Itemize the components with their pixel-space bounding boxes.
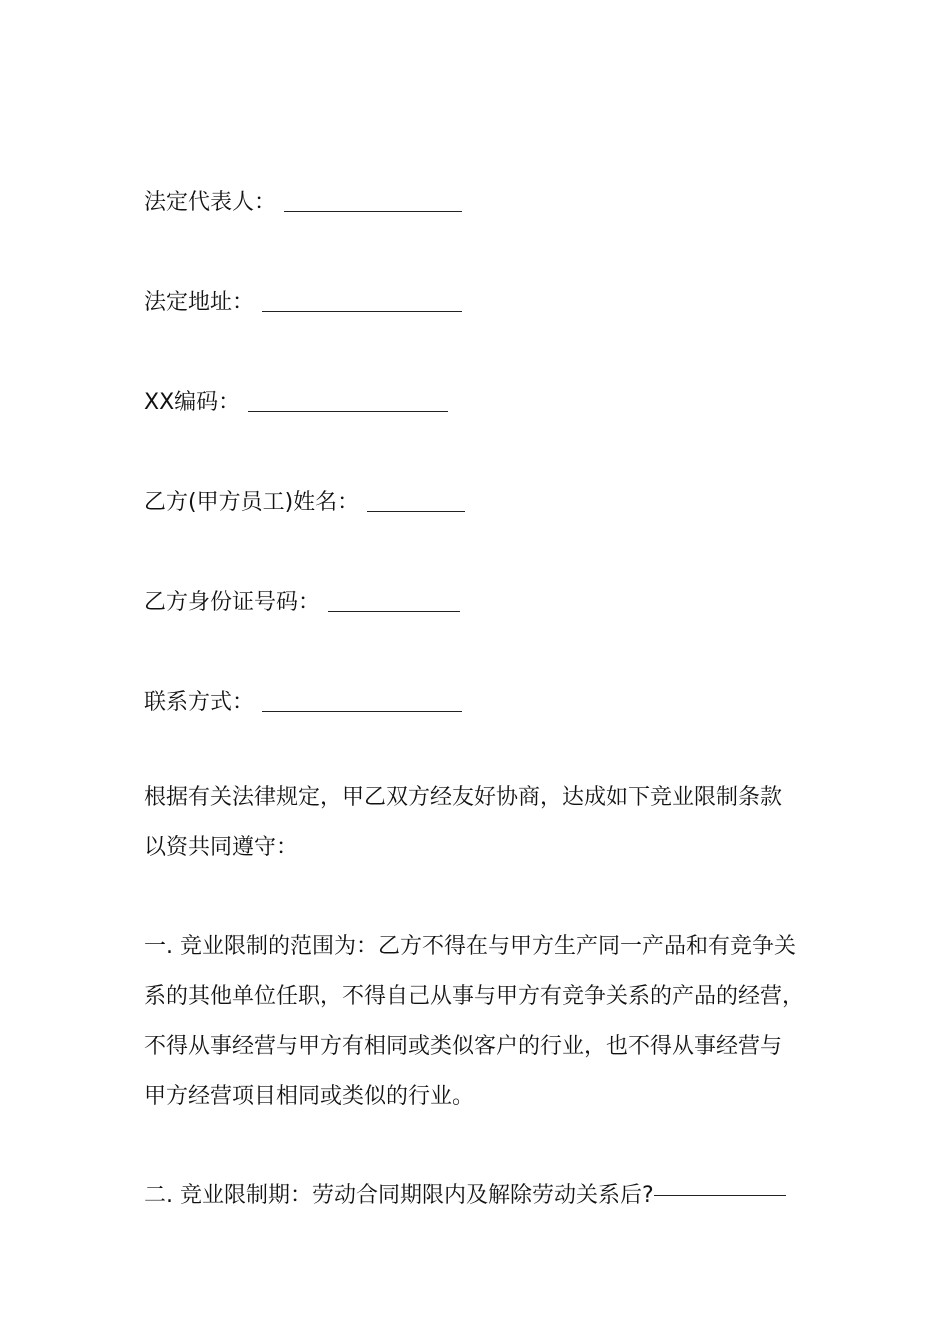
legal-address-blank[interactable]: [262, 310, 462, 312]
legal-address-field: [144, 278, 462, 318]
restriction-period-blank[interactable]: [654, 1194, 786, 1196]
clause-1-line: 系的其他单位任职，不得自己从事与甲方有竞争关系的产品的经营，: [144, 984, 805, 1009]
contact-blank[interactable]: [262, 710, 462, 712]
clause-1-line: 不得从事经营与甲方有相同或类似客户的行业，也不得从事经营与: [144, 1034, 783, 1059]
id-number-label: 乙方身份证号码：: [144, 590, 321, 615]
clause-1-line: 一. 竞业限制的范围为：乙方不得在与甲方生产同一产品和有竞争关: [144, 934, 796, 959]
clause-1-line: 甲方经营项目相同或类似的行业。: [144, 1084, 475, 1109]
id-number-blank[interactable]: [328, 610, 460, 612]
contact-label: 联系方式：: [144, 690, 255, 715]
clause-1-paragraph: [144, 922, 824, 1122]
code-field: [144, 378, 448, 418]
employee-name-label: 乙方(甲方员工)姓名：: [144, 490, 360, 515]
clause-2-line: [144, 1171, 824, 1221]
legal-representative-field: [144, 178, 462, 218]
id-number-field: [144, 578, 460, 618]
code-label: XX编码：: [144, 390, 241, 415]
contact-field: [144, 678, 462, 718]
clause-2-paragraph: [144, 1171, 824, 1221]
employee-name-field: [144, 478, 465, 518]
intro-paragraph: [144, 773, 824, 873]
intro-line: 根据有关法律规定，甲乙双方经友好协商，达成如下竞业限制条款: [144, 785, 783, 810]
legal-representative-label: 法定代表人：: [144, 190, 277, 215]
clause-2-text: 二. 竞业限制期：劳动合同期限内及解除劳动关系后?: [144, 1183, 654, 1208]
intro-line: 以资共同遵守：: [144, 835, 299, 860]
legal-address-label: 法定地址：: [144, 290, 255, 315]
legal-representative-blank[interactable]: [284, 210, 462, 212]
code-blank[interactable]: [248, 410, 448, 412]
employee-name-blank[interactable]: [367, 510, 465, 512]
